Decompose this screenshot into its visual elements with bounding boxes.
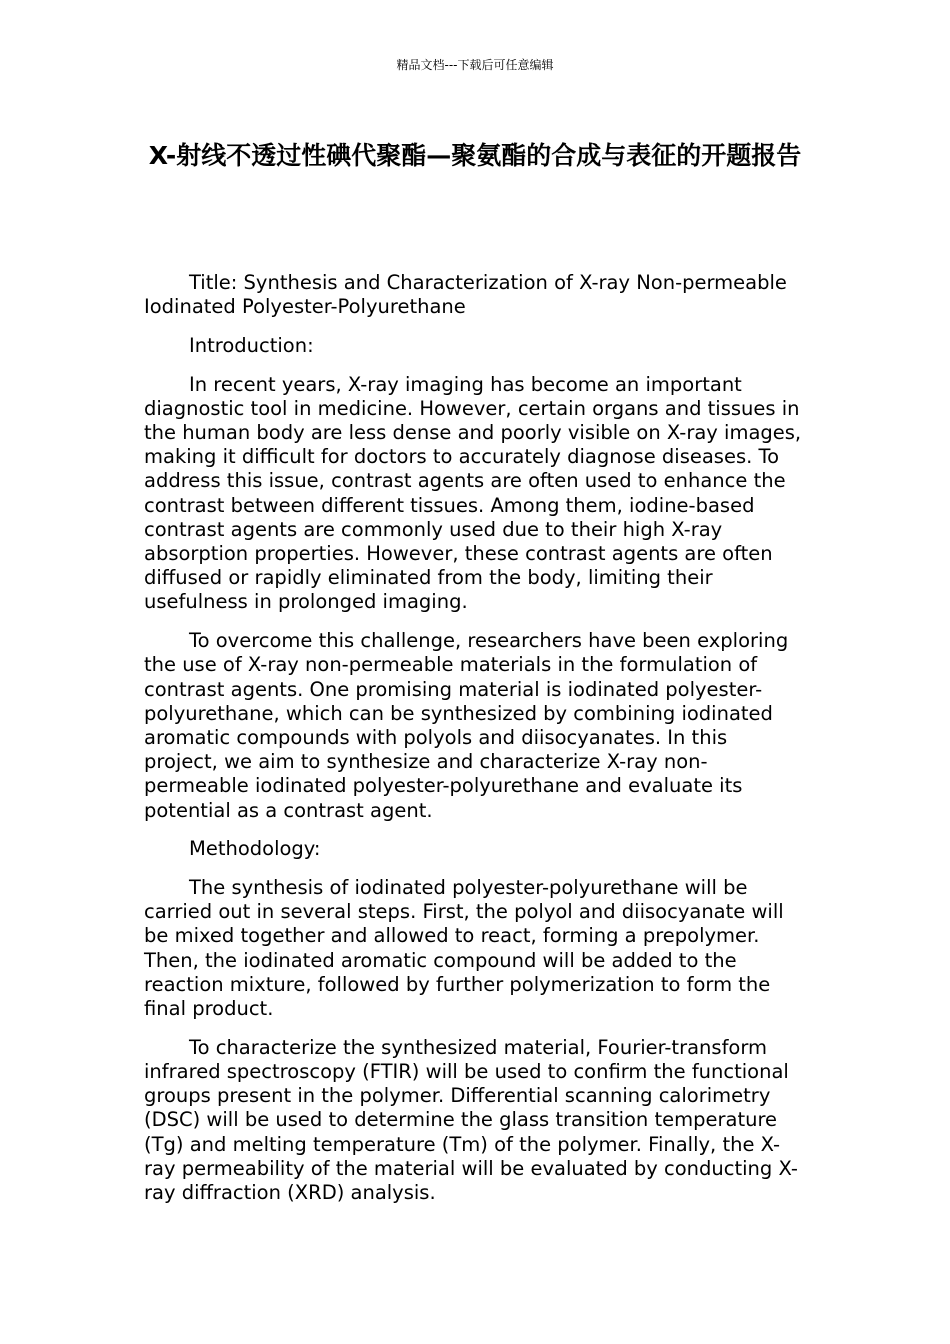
header-note: 精品文档---下载后可任意编辑 <box>396 58 554 72</box>
paragraph-synthesis: The synthesis of iodinated polyester-polyurethane will be carried out in several steps. First, the polyol and diisocyanate will be mixed together and allowed to react, forming a prepolymer. Then, the iodinated aromatic compound will be added to the reaction mixture, followed by further polymerization to form the final product. <box>144 875 784 1020</box>
paragraph-methodology-heading: Methodology: <box>189 837 321 861</box>
paragraph-challenge: To overcome this challenge, researchers have been exploring the use of X-ray non-permeable materials in the formulation of contrast agents. One promising material is iodinated polyester-polyurethane, which can be synthesized by combining iodinated aromatic compounds with polyols and diisocyanates. In this project, we aim to synthesize and characterize X-ray non-permeable iodinated polyester-polyurethane and evaluate its potential as a contrast agent. <box>144 629 789 822</box>
paragraph-title-line: Title: Synthesis and Characterization of X-ray Non-permeable Iodinated Polyester-Polyurethane <box>144 271 787 319</box>
document-title: X-射线不透过性碘代聚酯—聚氨酯的合成与表征的开题报告 <box>148 141 802 170</box>
paragraph-introduction-heading: Introduction: <box>189 333 314 357</box>
paragraph-characterization: To characterize the synthesized material, Fourier-transform infrared spectroscopy (FTIR) will be used to confirm the functional groups present in the polymer. Differential scanning calorimetry (DSC) will be used to determine the glass transition temperature (Tg) and melting temperature (Tm) of the polymer. Finally, the X-ray permeability of the material will be evaluated by conducting X-ray diffraction (XRD) analysis. <box>144 1035 798 1204</box>
paragraph-introduction: In recent years, X-ray imaging has become an important diagnostic tool in medicine. However, certain organs and tissues in the human body are less dense and poorly visible on X-ray images, making it difficult for doctors to accurately diagnose diseases. To address this issue, contrast agents are often used to enhance the contrast between different tissues. Among them, iodine-based contrast agents are commonly used due to their high X-ray absorption properties. However, these contrast agents are often diffused or rapidly eliminated from the body, limiting their usefulness in prolonged imaging. <box>144 372 802 614</box>
document-body <box>144 271 806 1220</box>
